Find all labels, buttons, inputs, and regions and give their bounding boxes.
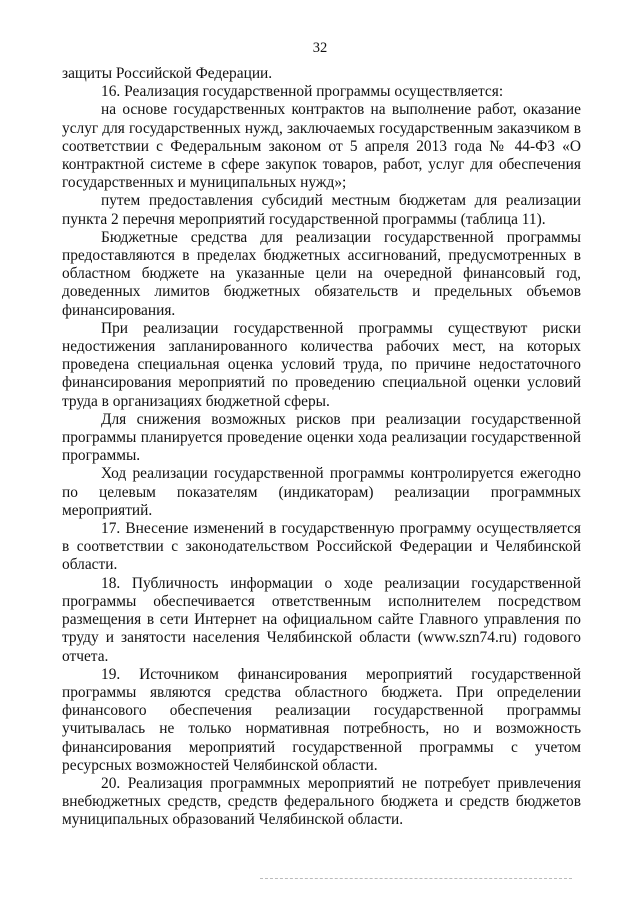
paragraph-18: 18. Публичность информации о ходе реализации государственной программы обеспечивается ответственным исполнителем посредством размещения в сети Интернет на официальном сайте Главного управления по труду и занятости населения Челябинской области (www.szn74.ru) годового отчета. [62,574,581,665]
paragraph-monitoring: Ход реализации государственной программы контролируется ежегодно по целевым показателям (индикаторам) реализации программных мероприятий. [62,465,581,519]
paragraph-risk-mitigation: Для снижения возможных рисков при реализации государственной программы планируется проведение оценки хода реализации государственной программы. [62,410,581,465]
page-number: 32 [312,40,328,56]
paragraph-17: 17. Внесение изменений в государственную программу осуществляется в соответствии с законодательством Российской Федерации и Челябинской области. [62,520,581,574]
footer-rule [260,878,572,879]
paragraph-continuation: защиты Российской Федерации. [62,65,273,82]
paragraph-20: 20. Реализация программных мероприятий не потребует привлечения внебюджетных средств, средств федерального бюджета и средств бюджетов муниципальных образований Челябинской области. [62,774,581,829]
paragraph-budget-funds: Бюджетные средства для реализации государственной программы предоставляются в пределах бюджетных ассигнований, предусмотренных в областном бюджете на указанные цели на очередной финансовый год, доведенных лимитов бюджетных обязательств и предельных объемов финансирования. [62,228,581,319]
paragraph-risks: При реализации государственной программы существуют риски недостижения запланированного количества рабочих мест, на которых проведена специальная оценка условий труда, по причине недостаточного финансирования мероприятий по проведению специальной оценки условий труда в организациях бюджетной сферы. [62,319,581,410]
paragraph-16-contracts: на основе государственных контрактов на выполнение работ, оказание услуг для государственных нужд, заключаемых государственным заказчиком в соответствии с Федеральным законом от 5 апреля 2013 года № 44-ФЗ «О контрактной системе в сфере закупок товаров, работ, услуг для обеспечения государственных и муниципальных нужд»; [62,101,581,192]
paragraph-19: 19. Источником финансирования мероприятий государственной программы являются средства областного бюджета. При определении финансового обеспечения реализации государственной программы учитывалась не только нормативная потребность, но и возможность финансирования мероприятий государственной программы с учетом ресурсных возможностей Челябинской области. [62,665,581,774]
document-body [62,65,581,830]
paragraph-16: 16. Реализация государственной программы осуществляется: [101,83,504,101]
paragraph-16-subsidies: путем предоставления субсидий местным бюджетам для реализации пункта 2 перечня мероприятий государственной программы (таблица 11). [62,192,581,228]
